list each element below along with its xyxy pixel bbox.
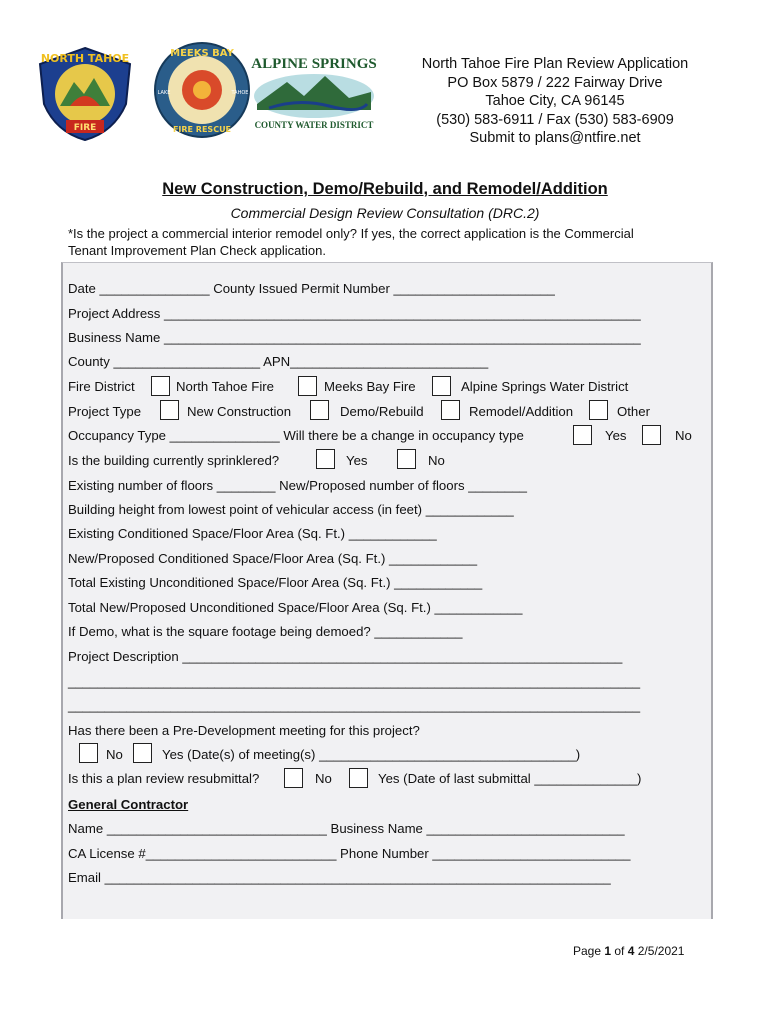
remodel-addition-checkbox[interactable] xyxy=(441,400,460,420)
page-footer xyxy=(573,944,684,958)
resubmittal-yes-checkbox[interactable] xyxy=(349,768,368,788)
footer-of: of xyxy=(611,944,628,958)
county-apn-row[interactable]: County ____________________ APN___________________________ xyxy=(68,354,489,369)
new-construction-label: New Construction xyxy=(187,404,292,419)
gc-license-row[interactable]: CA License #__________________________ Phone Number ___________________________ xyxy=(68,846,631,861)
contact-line-5: Submit to plans@ntfire.net xyxy=(469,130,641,146)
remodel-addition-label: Remodel/Addition xyxy=(469,404,574,419)
svg-text:NORTH TAHOE: NORTH TAHOE xyxy=(40,52,130,65)
svg-text:LAKE: LAKE xyxy=(157,90,171,96)
demo-rebuild-label: Demo/Rebuild xyxy=(340,404,424,419)
demo-sqft-field[interactable]: If Demo, what is the square footage being demoed? ____________ xyxy=(68,624,463,639)
note xyxy=(68,225,708,259)
contact-line-4: (530) 583-6911 / Fax (530) 583-6909 xyxy=(436,111,674,128)
resubmittal-yes-label[interactable]: Yes (Date of last submittal ______________) xyxy=(378,771,642,786)
north-tahoe-fire-checkbox[interactable] xyxy=(151,376,170,396)
svg-text:MEEKS BAY: MEEKS BAY xyxy=(170,48,234,59)
project-address-field[interactable]: Project Address _________________________________________________________________ xyxy=(68,306,641,321)
contact-line-3: Tahoe City, CA 96145 xyxy=(485,93,625,109)
business-name-field[interactable]: Business Name _________________________________________________________________ xyxy=(68,330,641,345)
predev-question: Has there been a Pre-Development meeting for this project? xyxy=(68,723,420,738)
predev-yes-label[interactable]: Yes (Date(s) of meeting(s) ___________________________________) xyxy=(162,747,581,762)
new-construction-checkbox[interactable] xyxy=(160,400,179,420)
fire-district-label: Fire District xyxy=(68,379,135,394)
resubmittal-no-label: No xyxy=(315,771,332,786)
meeks-bay-fire-label: Meeks Bay Fire xyxy=(324,379,416,394)
resubmittal-no-checkbox[interactable] xyxy=(284,768,303,788)
svg-text:ALPINE SPRINGS: ALPINE SPRINGS xyxy=(251,56,377,72)
occupancy-yes-label: Yes xyxy=(605,428,627,443)
north-tahoe-fire-label: North Tahoe Fire xyxy=(176,379,274,394)
sprinklered-yes-checkbox[interactable] xyxy=(316,449,335,469)
gc-name-row[interactable]: Name ______________________________ Business Name ___________________________ xyxy=(68,821,625,836)
sprinklered-no-label: No xyxy=(428,453,445,468)
gc-email-field[interactable]: Email _____________________________________________________________________ xyxy=(68,870,611,885)
sprinklered-label: Is the building currently sprinklered? xyxy=(68,453,280,468)
occupancy-no-label: No xyxy=(675,428,692,443)
occupancy-row[interactable]: Occupancy Type _______________ Will there be a change in occupancy type xyxy=(68,428,524,443)
svg-text:FIRE RESCUE: FIRE RESCUE xyxy=(172,125,232,134)
alpine-springs-label: Alpine Springs Water District xyxy=(461,379,629,394)
project-description-field[interactable]: Project Description ____________________________________________________________ xyxy=(68,649,623,664)
svg-text:FIRE: FIRE xyxy=(73,123,97,133)
note-line-2: Tenant Improvement Plan Check application. xyxy=(68,243,326,258)
north-tahoe-fire-logo xyxy=(34,44,136,142)
contact-line-1: North Tahoe Fire Plan Review Application xyxy=(421,56,689,72)
svg-text:COUNTY WATER DISTRICT: COUNTY WATER DISTRICT xyxy=(254,120,374,130)
meeks-bay-fire-checkbox[interactable] xyxy=(298,376,317,396)
footer-prefix: Page xyxy=(573,944,605,958)
alpine-springs-checkbox[interactable] xyxy=(432,376,451,396)
project-description-line-3[interactable]: ______________________________________________________________________________ xyxy=(68,698,641,713)
occupancy-yes-checkbox[interactable] xyxy=(573,425,592,445)
sprinklered-yes-label: Yes xyxy=(346,453,368,468)
existing-unconditioned-field[interactable]: Total Existing Unconditioned Space/Floor Area (Sq. Ft.) ____________ xyxy=(68,575,483,590)
occupancy-no-checkbox[interactable] xyxy=(642,425,661,445)
date-permit-row[interactable]: Date _______________ County Issued Permit Number ______________________ xyxy=(68,281,555,296)
alpine-springs-logo xyxy=(249,52,379,134)
new-unconditioned-field[interactable]: Total New/Proposed Unconditioned Space/Floor Area (Sq. Ft.) ____________ xyxy=(68,600,523,615)
sprinklered-no-checkbox[interactable] xyxy=(397,449,416,469)
existing-conditioned-field[interactable]: Existing Conditioned Space/Floor Area (Sq. Ft.) ____________ xyxy=(68,526,437,541)
resubmittal-label: Is this a plan review resubmittal? xyxy=(68,771,260,786)
footer-page-number: 1 xyxy=(604,944,612,958)
page-title: New Construction, Demo/Rebuild, and Remodel/Addition xyxy=(162,180,608,198)
other-checkbox[interactable] xyxy=(589,400,608,420)
other-label: Other xyxy=(617,404,650,419)
meeks-bay-fire-logo xyxy=(150,40,254,140)
note-line-1: *Is the project a commercial interior remodel only? If yes, the correct application is the Commercial xyxy=(68,226,634,241)
general-contractor-heading: General Contractor xyxy=(68,797,189,812)
page-subtitle: Commercial Design Review Consultation (DRC.2) xyxy=(230,205,540,221)
predev-no-checkbox[interactable] xyxy=(79,743,98,763)
predev-no-label: No xyxy=(106,747,123,762)
footer-date: 2/5/2021 xyxy=(634,944,685,958)
contact-block xyxy=(400,55,710,148)
demo-rebuild-checkbox[interactable] xyxy=(310,400,329,420)
floors-row[interactable]: Existing number of floors ________ New/Proposed number of floors ________ xyxy=(68,478,527,493)
project-type-label: Project Type xyxy=(68,404,142,419)
svg-text:TAHOE: TAHOE xyxy=(231,90,249,96)
predev-yes-checkbox[interactable] xyxy=(133,743,152,763)
logos xyxy=(34,40,379,140)
footer-page-total: 4 xyxy=(627,944,635,958)
project-description-line-2[interactable]: ______________________________________________________________________________ xyxy=(68,674,641,689)
new-conditioned-field[interactable]: New/Proposed Conditioned Space/Floor Area (Sq. Ft.) ____________ xyxy=(68,551,478,566)
contact-line-2: PO Box 5879 / 222 Fairway Drive xyxy=(447,74,663,91)
building-height-field[interactable]: Building height from lowest point of vehicular access (in feet) ____________ xyxy=(68,502,514,517)
